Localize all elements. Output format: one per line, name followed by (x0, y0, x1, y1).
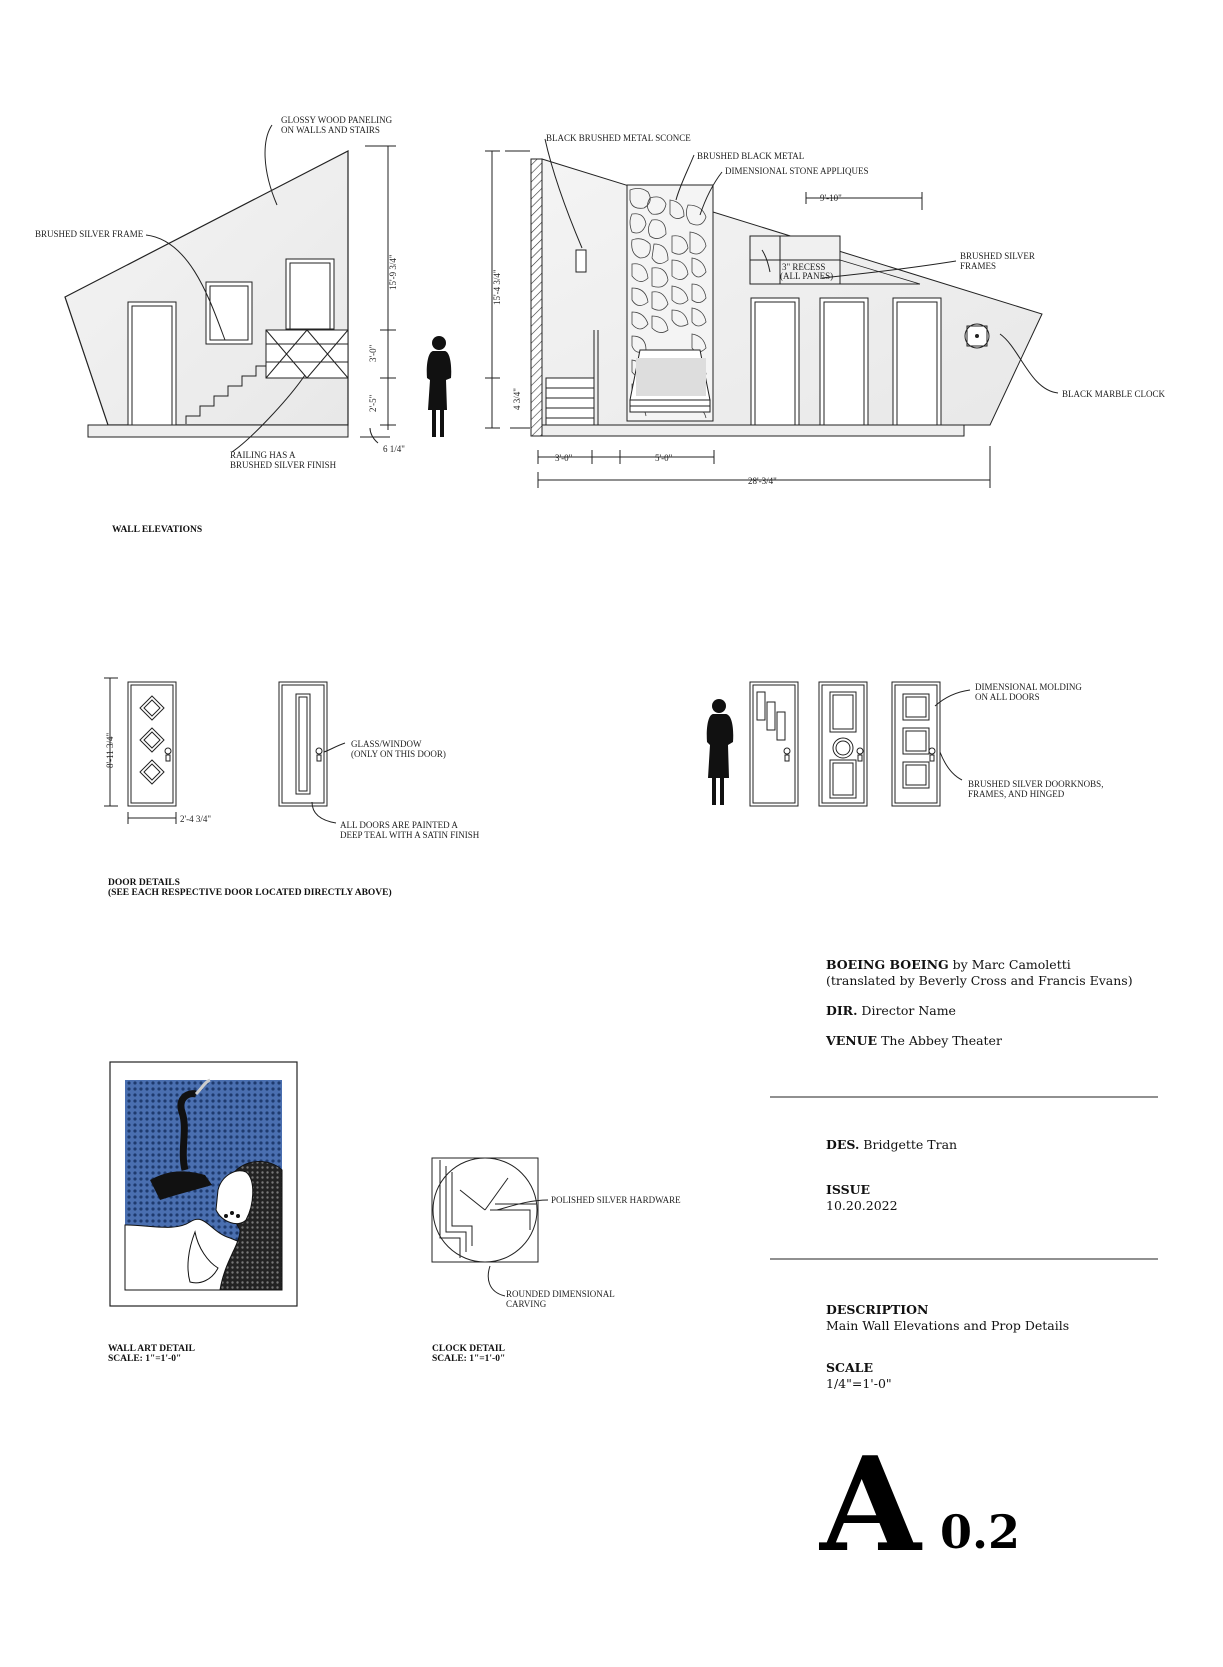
label-door-details-1: DOOR DETAILS (108, 878, 180, 888)
label-clock-detail-1: CLOCK DETAIL (432, 1344, 505, 1354)
sheet-letter: A (820, 1428, 921, 1581)
dim-total-width: 28'-3/4" (748, 476, 777, 486)
annotation-brushed-silver-frames-2: FRAMES (960, 261, 997, 271)
annotation-brushed-silver-frame: BRUSHED SILVER FRAME (35, 229, 144, 239)
annotation-brushed-silver-frames-1: BRUSHED SILVER (960, 251, 1035, 261)
title-block-issue (826, 1182, 898, 1214)
venue-label: VENUE (826, 1033, 878, 1048)
door-details (104, 678, 970, 824)
dim-left-base: 6 1/4" (383, 444, 405, 454)
wall-art-frame (110, 1062, 297, 1306)
annotation-rounded-carving-1: ROUNDED DIMENSIONAL (506, 1289, 615, 1299)
annotation-doors-painted-1: ALL DOORS ARE PAINTED A (340, 820, 458, 830)
label-wall-art-2: SCALE: 1"=1'-0" (108, 1354, 182, 1364)
title-block-venue (826, 1033, 1002, 1049)
dir-label: DIR. (826, 1003, 858, 1018)
dim-door-width: 2'-4 3/4" (180, 814, 212, 824)
annotation-glossy-wood-1: GLOSSY WOOD PANELING (281, 115, 393, 125)
annotation-doorknobs-2: FRAMES, AND HINGED (968, 789, 1065, 799)
annotation-brushed-black-metal: BRUSHED BLACK METAL (697, 151, 805, 161)
dim-left-height: 15'-9 3/4" (388, 254, 398, 290)
right-wall-elevation (485, 139, 1058, 488)
annotation-polished-hardware: POLISHED SILVER HARDWARE (551, 1195, 681, 1205)
annotation-molding-2: ON ALL DOORS (975, 692, 1040, 702)
annotation-doorknobs-1: BRUSHED SILVER DOORKNOBS, (968, 779, 1104, 789)
label-wall-art-1: WALL ART DETAIL (108, 1344, 195, 1354)
sheet-sub-number: 0.2 (940, 1505, 1021, 1559)
annotation-doors-painted-2: DEEP TEAL WITH A SATIN FINISH (340, 830, 480, 840)
play-translation: (translated by Beverly Cross and Francis Evans) (826, 973, 1133, 988)
person-silhouette (427, 336, 452, 437)
annotation-railing-1: RAILING HAS A (230, 450, 296, 460)
label-wall-elevations: WALL ELEVATIONS (112, 525, 203, 535)
title-block-description (826, 1302, 1069, 1334)
scale-value: 1/4"=1'-0" (826, 1376, 892, 1391)
title-block-scale (826, 1360, 892, 1392)
left-wall-elevation (65, 125, 396, 452)
desc-value: Main Wall Elevations and Prop Details (826, 1318, 1070, 1333)
dim-door-height: 8'-11 3/4" (105, 732, 115, 768)
annotation-glossy-wood-2: ON WALLS AND STAIRS (281, 125, 380, 135)
clock-detail (432, 1158, 548, 1296)
issue-label: ISSUE (826, 1182, 871, 1197)
annotation-molding-1: DIMENSIONAL MOLDING (975, 682, 1082, 692)
annotation-recess-1: 3" RECESS (782, 262, 826, 272)
dim-3ft: 3'-0" (555, 453, 573, 463)
des-value: Bridgette Tran (863, 1137, 958, 1152)
annotation-glass-window-2: (ONLY ON THIS DOOR) (351, 749, 446, 759)
label-clock-detail-2: SCALE: 1"=1'-0" (432, 1354, 506, 1364)
issue-value: 10.20.2022 (826, 1198, 898, 1213)
dim-window-width: 9'-10" (820, 193, 842, 203)
title-block-designer (826, 1137, 957, 1153)
annotation-railing-2: BRUSHED SILVER FINISH (230, 460, 337, 470)
title-block-director (826, 1003, 956, 1019)
person-silhouette (707, 699, 733, 805)
scale-label: SCALE (826, 1360, 873, 1375)
annotation-recess-2: (ALL PANES) (780, 271, 834, 281)
dir-value: Director Name (861, 1003, 956, 1018)
annotation-sconce: BLACK BRUSHED METAL SCONCE (546, 133, 691, 143)
annotation-clock: BLACK MARBLE CLOCK (1062, 389, 1166, 399)
play-title: BOEING BOEING (826, 957, 949, 972)
annotation-stone-appliques: DIMENSIONAL STONE APPLIQUES (725, 166, 869, 176)
label-door-details-2: (SEE EACH RESPECTIVE DOOR LOCATED DIRECTLY ABOVE) (108, 888, 392, 898)
des-label: DES. (826, 1137, 860, 1152)
desc-label: DESCRIPTION (826, 1302, 929, 1317)
dim-right-base: 4 3/4" (512, 388, 522, 410)
annotation-glass-window-1: GLASS/WINDOW (351, 739, 422, 749)
sheet-number (820, 1428, 1060, 1581)
dim-left-step: 2'-5" (368, 394, 378, 412)
play-author: by Marc Camoletti (952, 957, 1071, 972)
title-block-play (826, 957, 1133, 989)
dim-right-height: 15'-4 3/4" (492, 269, 502, 305)
title-block-lines (770, 1097, 1158, 1259)
dim-5ft: 5'-0" (655, 453, 673, 463)
dim-left-rail: 3'-0" (368, 344, 378, 362)
venue-value: The Abbey Theater (881, 1033, 1002, 1048)
annotation-rounded-carving-2: CARVING (506, 1299, 547, 1309)
